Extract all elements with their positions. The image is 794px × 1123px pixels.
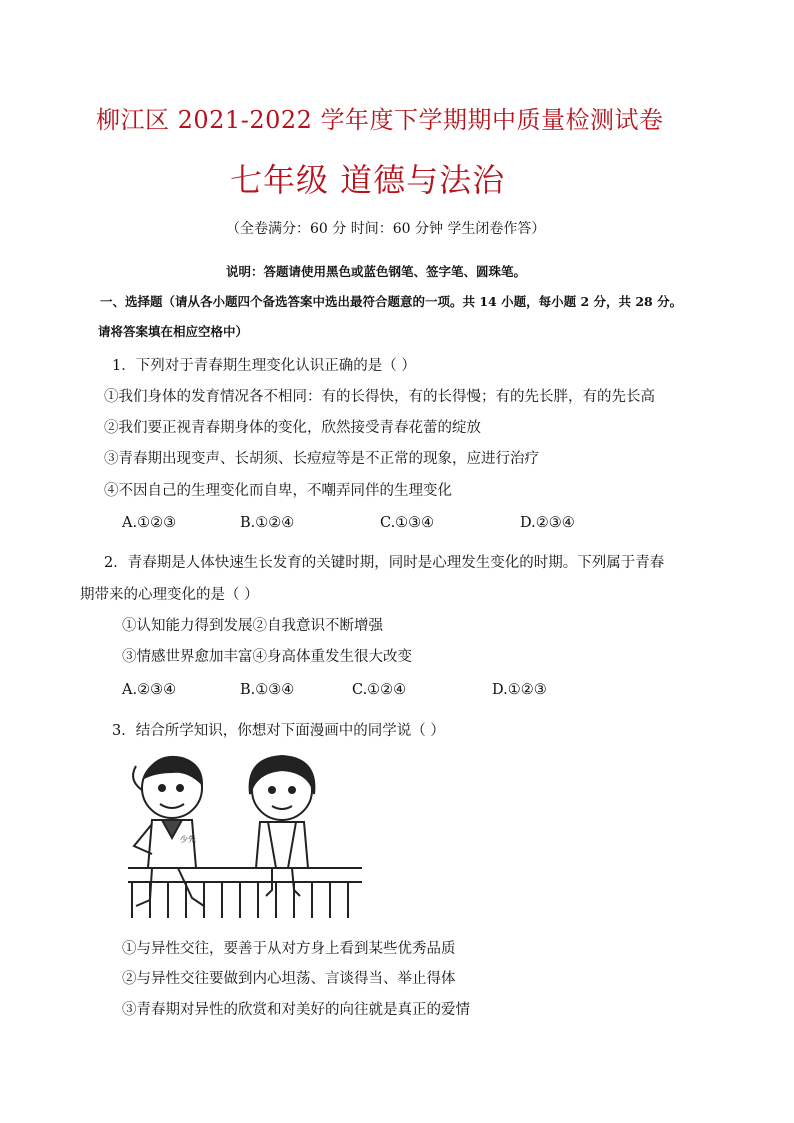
choice-b: B.①③④ — [240, 682, 295, 698]
exam-meta: （全卷满分：60 分 时间：60 分钟 学生闭卷作答） — [226, 221, 546, 237]
statement-item: ①认知能力得到发展②自我意识不断增强 — [122, 618, 383, 634]
choice-d: D.①②③ — [492, 682, 547, 698]
choice-d: D.②③④ — [520, 515, 575, 531]
statement-item: ①我们身体的发育情况各不相同：有的长得快，有的长得慢；有的先长胖，有的先长高 — [104, 389, 655, 405]
cartoon-illustration — [122, 750, 368, 922]
statement-item: ②与异性交往要做到内心坦荡、言谈得当、举止得体 — [122, 971, 456, 987]
choice-a: A.②③④ — [122, 682, 177, 698]
subject-title: 七年级 道德与法治 — [230, 161, 506, 199]
statement-item: ③情感世界愈加丰富④身高体重发生很大改变 — [122, 649, 412, 665]
statement-item: ①与异性交往，要善于从对方身上看到某些优秀品质 — [122, 941, 456, 957]
choice-c: C.①③④ — [380, 515, 435, 531]
question-stem-cont: 期带来的心理变化的是（ ） — [80, 587, 259, 603]
statement-item: ③青春期出现变声、长胡须、长痘痘等是不正常的现象，应进行治疗 — [104, 451, 539, 467]
statement-item: ②我们要正视青春期身体的变化，欣然接受青春花蕾的绽放 — [104, 420, 481, 436]
choice-b: B.①②④ — [240, 515, 295, 531]
section-heading-cont: 请将答案填在相应空格中） — [98, 324, 249, 339]
question-stem: 2．青春期是人体快速生长发育的关键时期，同时是心理发生变化的时期。下列属于青春 — [104, 555, 665, 571]
statement-item: ③青春期对异性的欣赏和对美好的向往就是真正的爱情 — [122, 1002, 470, 1018]
svg-text:少先: 少先 — [180, 835, 196, 844]
exam-title: 柳江区 2021-2022 学年度下学期期中质量检测试卷 — [96, 106, 664, 134]
instruction-note: 说明：答题请使用黑色或蓝色钢笔、签字笔、圆珠笔。 — [226, 264, 527, 279]
choice-c: C.①②④ — [352, 682, 407, 698]
question-stem: 1．下列对于青春期生理变化认识正确的是（ ） — [112, 358, 416, 374]
question-stem: 3．结合所学知识，你想对下面漫画中的同学说（ ） — [112, 723, 445, 739]
section-heading: 一、选择题（请从各小题四个备选答案中选出最符合题意的一项。共 14 小题，每小题 2 分，共 28 分。 — [100, 294, 683, 309]
statement-item: ④不因自己的生理变化而自卑，不嘲弄同伴的生理变化 — [104, 483, 452, 499]
choice-a: A.①②③ — [122, 515, 177, 531]
